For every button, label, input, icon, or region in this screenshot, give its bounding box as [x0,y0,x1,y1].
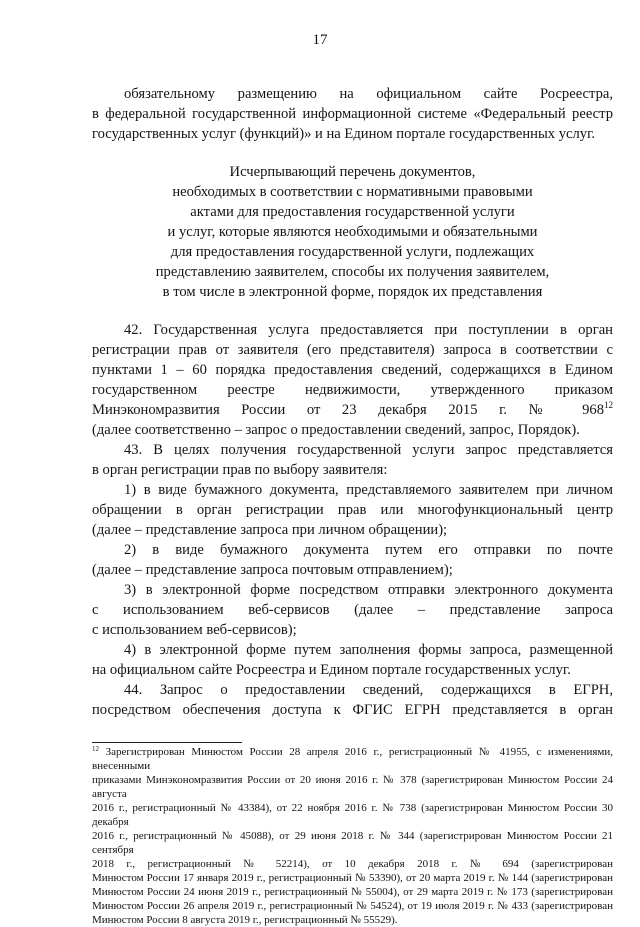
p42-line: (далее соответственно – запрос о предоставлении сведений, запрос, Порядок). [92,422,580,438]
item3-line: с использованием веб-сервисов); [92,622,297,638]
footnote-line: Минюстом России 26 апреля 2019 г., регистрационный № 54524), от 19 июля 2019 г. № 433 (зарегистрирован [92,900,613,912]
p42-line: пунктами 1 – 60 порядка предоставления сведений, содержащихся в Едином [92,362,613,378]
paragraph-42 [92,320,613,440]
p42-line: регистрации прав от заявителя (его представителя) запроса в соответствии с [92,342,613,358]
page-number: 17 [312,32,328,48]
item4-line: 4) в электронной форме путем заполнения формы запроса, размещенной [124,642,613,658]
list-item-4 [92,640,613,680]
footnote-divider [92,742,242,743]
p42-line: 42. Государственная услуга предоставляется при поступлении в орган [124,322,613,338]
footnote [92,745,613,927]
list-item-2 [92,540,613,580]
footnote-ref: 12 [603,400,613,410]
item1-line: 1) в виде бумажного документа, представляемого заявителем при личном [124,482,613,498]
paragraph-43 [92,440,613,480]
footnote-line: 2016 г., регистрационный № 45088), от 29 июня 2018 г. № 344 (зарегистрирован Минюстом России 21 сентября [92,830,613,856]
page-body [92,84,613,720]
section-heading [92,162,613,302]
intro-line-3: государственных услуг (функций)» и на Едином портале государственных услуг. [92,126,596,142]
footnote-line: Минюстом России 24 июня 2019 г., регистрационный № 55004), от 29 марта 2019 г. № 173 (зарегистрирован [92,886,613,898]
heading-line: и услуг, которые являются необходимыми и обязательными [167,224,538,240]
intro-line-2: в федеральной государственной информационной системе «Федеральный реестр [92,106,613,122]
footnote-mark: 12 [92,745,99,753]
footnote-line-1: $^{12}$ Зарегистрирован Минюстом России 28 апреля 2016 г., регистрационный № 41955, с изменениями, внесенными [92,745,614,772]
footnote-line: Минюстом России 8 августа 2019 г., регистрационный № 55529). [92,914,398,926]
item3-line: с использованием веб-сервисов (далее – представление запроса [92,602,613,618]
heading-line: необходимых в соответствии с нормативными правовыми [172,184,533,200]
heading-line: для предоставления государственной услуги, подлежащих [170,244,535,260]
p42-line: государственном реестре недвижимости, утвержденного приказом [92,382,613,398]
p43-line: 43. В целях получения государственной услуги запрос представляется [124,442,613,458]
list-item-1 [92,480,613,540]
item1-line: обращении в орган регистрации прав или многофункциональный центр [92,502,613,518]
intro-line-1: обязательному размещению на официальном сайте Росреестра, [124,86,613,102]
heading-line: актами для предоставления государственной услуги [190,204,515,220]
p42-number: $968^{12}$ [582,400,613,418]
footnote-line: Минюстом России 17 января 2019 г., регистрационный № 53390), от 20 марта 2019 г. № 144 (зарегистрирован [92,872,613,884]
heading-line: представлению заявителем, способы их получения заявителем, [155,264,550,280]
p42-line: Минэкономразвития России от 23 декабря 2015 г. № [92,402,561,418]
item2-line: 2) в виде бумажного документа путем его отправки по почте [124,542,613,558]
list-item-3 [92,580,613,640]
footnote-line: 2016 г., регистрационный № 43384), от 22 ноября 2016 г. № 738 (зарегистрирован Минюстом России 30 декабря [92,802,613,828]
heading-line: в том числе в электронной форме, порядок их представления [162,284,543,300]
p44-line: 44. Запрос о предоставлении сведений, содержащихся в ЕГРН, [124,682,613,698]
footnote-line: 2018 г., регистрационный № 52214), от 10 декабря 2018 г. № 694 (зарегистрирован [92,858,613,870]
item4-line: на официальном сайте Росреестра и Едином портале государственных услуг. [92,662,571,678]
p44-line: посредством обеспечения доступа к ФГИС ЕГРН представляется в орган [92,702,613,718]
item1-line: (далее – представление запроса при личном обращении); [92,522,448,538]
paragraph-44 [92,680,613,720]
item2-line: (далее – представление запроса почтовым отправлением); [92,562,453,578]
p43-line: в орган регистрации прав по выбору заявителя: [92,462,388,478]
item3-line: 3) в электронной форме посредством отправки электронного документа [124,582,613,598]
p42-line-with-ref [92,400,613,420]
footnote-line: приказами Минэкономразвития России от 20 июня 2016 г. № 378 (зарегистрирован Минюстом России 24 августа [92,774,613,800]
heading-line: Исчерпывающий перечень документов, [229,164,476,180]
